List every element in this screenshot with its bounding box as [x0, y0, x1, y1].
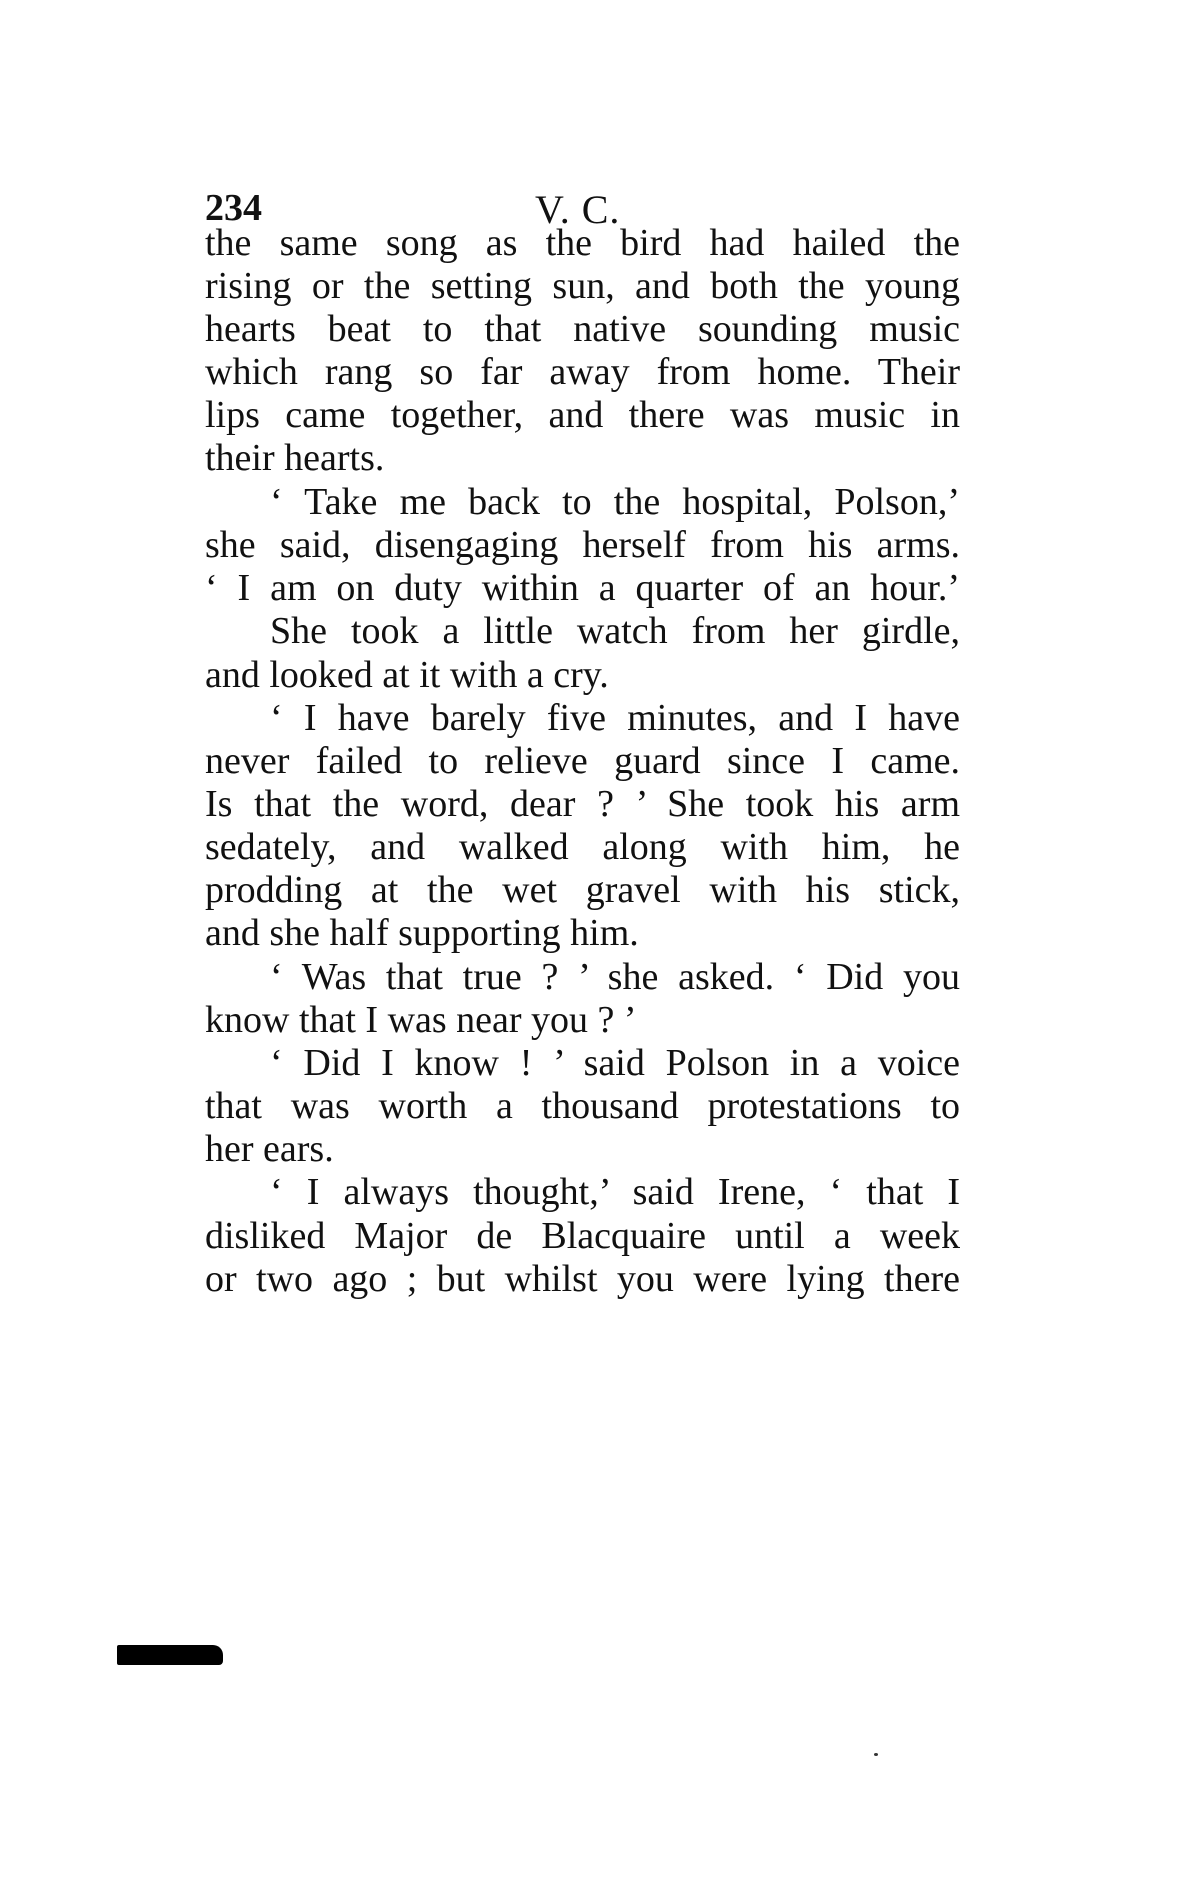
- text-line: she said, disengaging herself from his arms.: [205, 524, 960, 566]
- scan-speck: [874, 1753, 878, 1756]
- text-line: that was worth a thousand protestations to: [205, 1085, 960, 1127]
- text-line: ‘ I have barely five minutes, and I have: [270, 697, 960, 739]
- text-line: Is that the word, dear ? ’ She took his arm: [205, 783, 960, 825]
- text-line: the same song as the bird had hailed the: [205, 222, 960, 264]
- text-line: rising or the setting sun, and both the young: [205, 265, 960, 307]
- text-line: prodding at the wet gravel with his stick,: [205, 869, 960, 911]
- text-line: sedately, and walked along with him, he: [205, 826, 960, 868]
- text-line: lips came together, and there was music in: [205, 394, 960, 436]
- text-line: or two ago ; but whilst you were lying there: [205, 1258, 960, 1300]
- text-line: which rang so far away from home. Their: [205, 351, 960, 393]
- text-line: never failed to relieve guard since I came.: [205, 740, 960, 782]
- running-title: V. C.: [535, 187, 621, 232]
- text-line: know that I was near you ? ’: [205, 999, 637, 1041]
- text-line: ‘ Did I know ! ’ said Polson in a voice: [270, 1042, 960, 1084]
- text-line: their hearts.: [205, 437, 385, 479]
- text-line: her ears.: [205, 1128, 334, 1170]
- text-line: ‘ I am on duty within a quarter of an hour.’: [205, 567, 960, 609]
- page-number: 234: [205, 187, 262, 229]
- ink-blot-mark: [117, 1645, 223, 1665]
- text-line: ‘ Take me back to the hospital, Polson,’: [270, 481, 960, 523]
- text-line: ‘ Was that true ? ’ she asked. ‘ Did you: [270, 956, 960, 998]
- text-line: disliked Major de Blacquaire until a week: [205, 1215, 960, 1257]
- text-line: hearts beat to that native sounding music: [205, 308, 960, 350]
- text-line: and looked at it with a cry.: [205, 654, 609, 696]
- text-line: ‘ I always thought,’ said Irene, ‘ that I: [270, 1171, 960, 1213]
- text-line: She took a little watch from her girdle,: [270, 610, 960, 652]
- text-line: and she half supporting him.: [205, 912, 639, 954]
